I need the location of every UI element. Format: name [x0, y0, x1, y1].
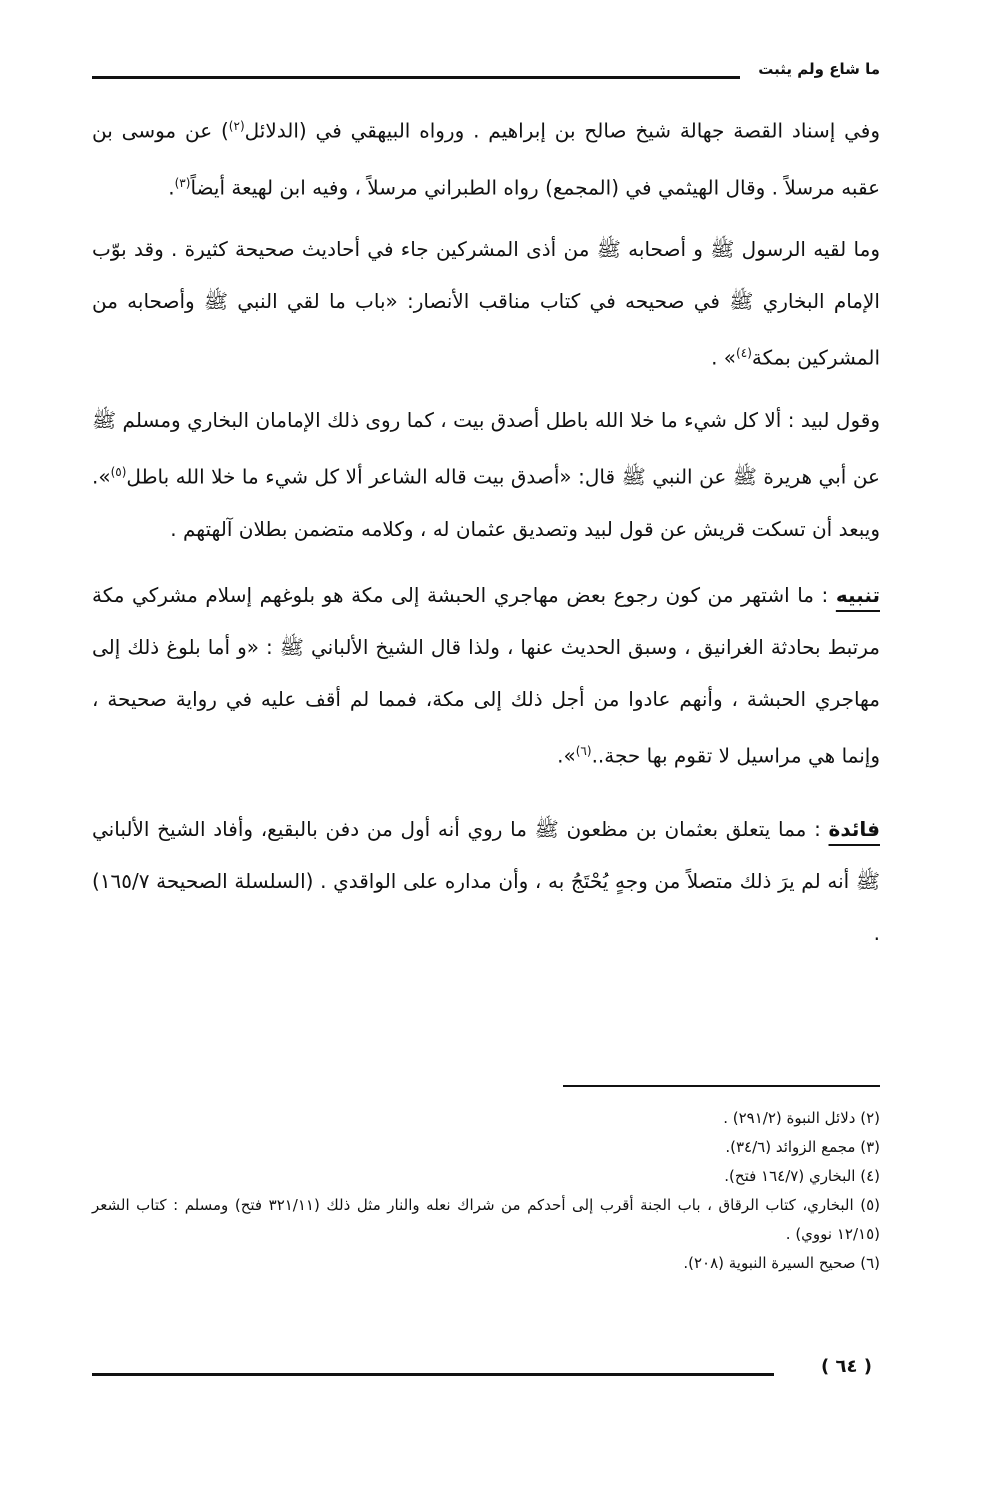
running-title: ما شاع ولم يثبت — [758, 60, 880, 78]
main-text — [92, 100, 880, 969]
tanbeeh-label: تنبيه — [835, 582, 880, 607]
paragraph-text: : مما يتعلق بعثمان بن مظعون ﷺ ما روي أنه أول من دفن بالبقيع، وأفاد الشيخ الألباني ﷺ أنه لم يرَ ذلك متصلاً من وجهٍ يُحْتَجُ به ، وأن مداره على الواقدي . (السلسلة الصحيحة ١٦٥/٧) . — [92, 817, 880, 946]
footnote-2: (٢) دلائل النبوة (٢٩١/٢) . — [723, 1109, 880, 1127]
paragraph-faida — [92, 803, 880, 959]
paragraph-text: ) عن موسى بن عقبه مرسلاً . وقال الهيثمي في (المجمع) رواه الطبراني مرسلاً ، وفيه ابن لهيعة أيضاً — [92, 118, 880, 200]
page-number: ( ٦٤ ) — [821, 1356, 872, 1377]
footnote-ref-5: (٥) — [110, 464, 127, 479]
paragraph-text: ». ويبعد أن تسكت قريش عن قول لبيد وتصديق عثمان له ، وكلامه متضمن بطلان آلهتهم . — [92, 464, 880, 541]
footnote-ref-3: (٣) — [174, 175, 191, 190]
footnote-6: (٦) صحيح السيرة النبوية (٢٠٨). — [683, 1254, 880, 1272]
footnote-5: (٥) البخاري، كتاب الرقاق ، باب الجنة أقرب إلى أحدكم من شراك نعله والنار مثل ذلك (٣٢١/١١ فتح) ومسلم : كتاب الشعر (١٢/١٥ نووي) . — [92, 1196, 880, 1243]
footnote-ref-6: (٦) — [575, 743, 592, 758]
paragraph-text: وقول لبيد : ألا كل شيء ما خلا الله باطل أصدق بيت ، كما روى ذلك الإمامان البخاري ومسلم ﷺ عن أبي هريرة ﷺ عن النبي ﷺ قال: «أصدق بيت قاله الشاعر ألا كل شيء ما خلا الله باطل — [92, 407, 880, 489]
paragraph-labid — [92, 394, 880, 555]
paragraph-text: وفي إسناد القصة جهالة شيخ صالح بن إبراهيم . ورواه البيهقي في (الدلائل — [244, 118, 881, 143]
paragraph-text: وما لقيه الرسول ﷺ و أصحابه ﷺ من أذى المشركين جاء في أحاديث صحيحة كثيرة . وقد بوّب الإمام البخاري ﷺ في صحيحه في كتاب مناقب الأنصار: «باب ما لقي النبي ﷺ وأصحابه من المشركين بمكة — [92, 237, 880, 370]
footer-rule — [92, 1373, 774, 1376]
paragraph-text: . — [168, 175, 175, 200]
page-footer — [92, 1356, 880, 1386]
page-header — [92, 60, 880, 84]
footnote-ref-4: (٤) — [736, 346, 752, 361]
footnotes — [92, 1104, 880, 1278]
paragraph-text: ». — [557, 743, 576, 768]
paragraph-persecution — [92, 223, 880, 384]
paragraph-text: : ما اشتهر من كون رجوع بعض مهاجري الحبشة إلى مكة هو بلوغهم إسلام مشركي مكة مرتبط بحادثة الغرانيق ، وسبق الحديث عنها ، ولذا قال الشيخ الألباني ﷺ : «و أما بلوغ ذلك إلى مهاجري الحبشة ، وأنهم عادوا من أجل ذلك إلى مكة، فمما لم أقف عليه في رواية صحيحة ، وإنما هي مراسيل لا تقوم بها حجة.. — [92, 582, 880, 768]
paragraph-text: » . — [711, 345, 737, 370]
footnote-separator — [563, 1085, 880, 1087]
footnote-ref-2: (٢) — [228, 119, 245, 133]
paragraph-tanbeeh — [92, 569, 880, 782]
faida-label: فائدة — [828, 817, 880, 842]
footnote-3: (٣) مجمع الزوائد (٣٤/٦). — [725, 1138, 880, 1156]
footnote-4: (٤) البخاري (١٦٤/٧ فتح). — [724, 1167, 880, 1185]
paragraph-isnad — [92, 100, 880, 213]
header-rule — [92, 76, 740, 79]
